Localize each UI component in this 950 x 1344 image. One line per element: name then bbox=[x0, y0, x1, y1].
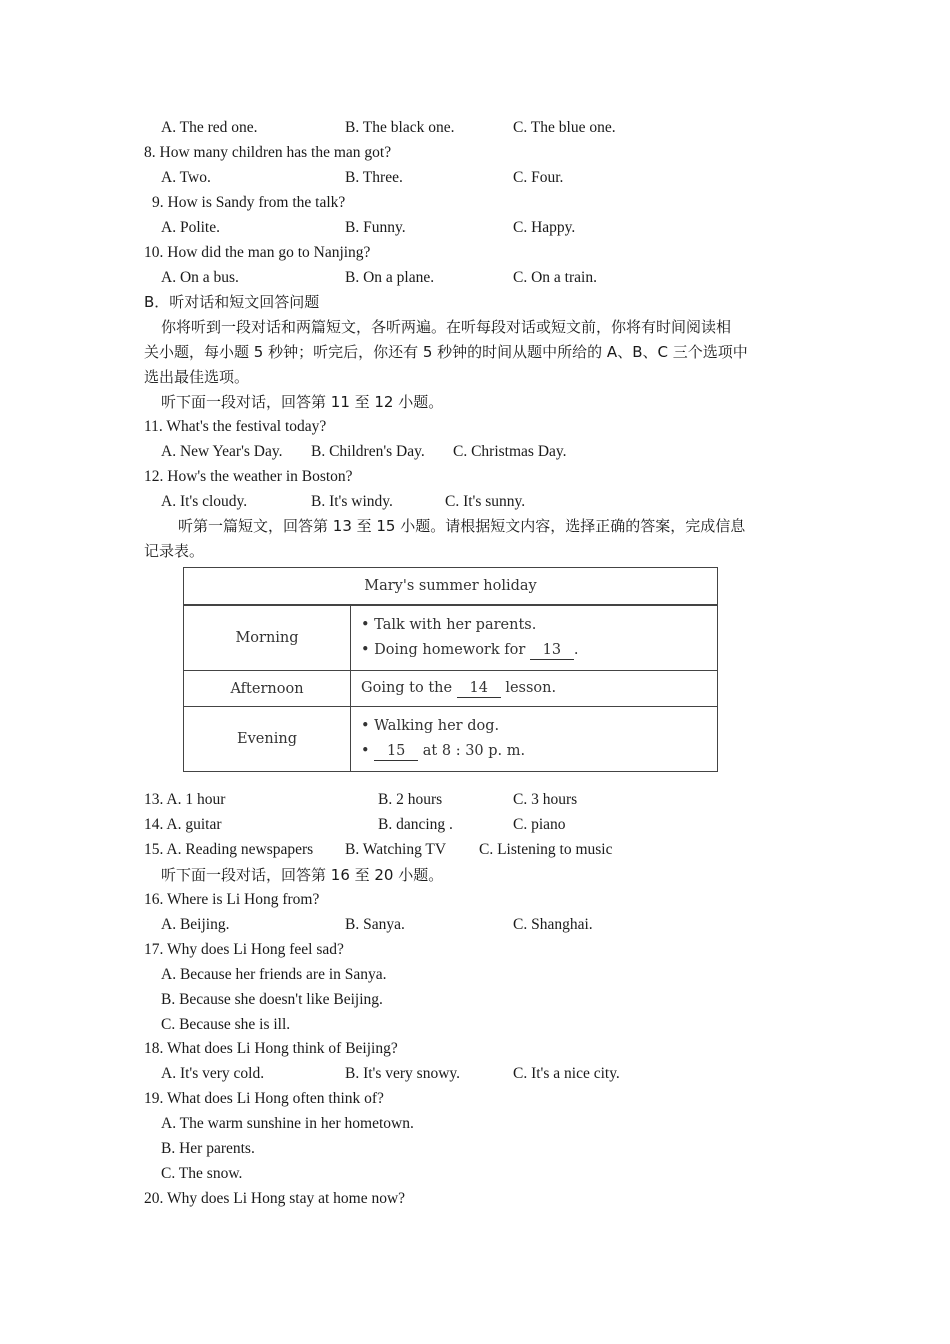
q11-question: 11. What's the festival today? bbox=[144, 418, 327, 435]
q14-option-b: B. dancing . bbox=[378, 816, 453, 833]
q9-question: 9. How is Sandy from the talk? bbox=[152, 194, 346, 211]
evening-item-2-text: at 8 : 30 p. m. bbox=[422, 743, 526, 759]
q7-option-b: B. The black one. bbox=[345, 119, 455, 136]
q11-option-c: C. Christmas Day. bbox=[453, 443, 567, 460]
q15-option-b: B. Watching TV bbox=[345, 841, 447, 858]
morning-cell bbox=[351, 605, 718, 671]
q12-question: 12. How's the weather in Boston? bbox=[144, 468, 353, 485]
section-b-instruction-line3: 选出最佳选项。 bbox=[144, 368, 250, 386]
info-record-table bbox=[183, 567, 718, 772]
q14-option-c: C. piano bbox=[513, 816, 566, 833]
passage1-intro-line2: 记录表。 bbox=[144, 542, 205, 560]
q13-option-b: B. 2 hours bbox=[378, 791, 443, 808]
q14-stem: 14. A. guitar bbox=[144, 816, 222, 833]
section-b-instruction-line1: 你将听到一段对话和两篇短文，各听两遍。在听每段对话或短文前，你将有时间阅读相 bbox=[161, 318, 732, 336]
afternoon-text-end: lesson. bbox=[505, 680, 557, 696]
morning-item-1: • Talk with her parents. bbox=[361, 617, 537, 633]
q17-question: 17. Why does Li Hong feel sad? bbox=[144, 941, 344, 958]
q10-option-b: B. On a plane. bbox=[345, 269, 435, 286]
q19-option-a: A. The warm sunshine in her hometown. bbox=[161, 1115, 414, 1132]
q10-option-c: C. On a train. bbox=[513, 269, 597, 286]
q8-option-a: A. Two. bbox=[161, 169, 211, 186]
q9-option-b: B. Funny. bbox=[345, 219, 406, 236]
q7-option-c: C. The blue one. bbox=[513, 119, 616, 136]
q12-option-a: A. It's cloudy. bbox=[161, 493, 248, 510]
table-title: Mary's summer holiday bbox=[184, 568, 718, 606]
q17-option-b: B. Because she doesn't like Beijing. bbox=[161, 991, 383, 1008]
afternoon-cell bbox=[351, 671, 718, 707]
morning-item-2 bbox=[361, 638, 707, 663]
morning-item-2-text: • Doing homework for bbox=[361, 642, 526, 658]
q16-option-a: A. Beijing. bbox=[161, 916, 230, 933]
q9-option-c: C. Happy. bbox=[513, 219, 576, 236]
q16-question: 16. Where is Li Hong from? bbox=[144, 891, 320, 908]
q8-question: 8. How many children has the man got? bbox=[144, 144, 392, 161]
q13-stem: 13. A. 1 hour bbox=[144, 791, 226, 808]
q19-option-c: C. The snow. bbox=[161, 1165, 243, 1182]
q8-option-c: C. Four. bbox=[513, 169, 564, 186]
evening-label: Evening bbox=[184, 707, 351, 772]
q13-option-c: C. 3 hours bbox=[513, 791, 578, 808]
section-b-instruction-line2: 关小题，每小题 5 秒钟；听完后，你还有 5 秒钟的时间从题中所给的 A、B、C 三个选项中 bbox=[144, 343, 748, 361]
q15-stem: 15. A. Reading newspapers bbox=[144, 841, 314, 858]
morning-item-2-end: . bbox=[573, 642, 579, 658]
evening-item-1: • Walking her dog. bbox=[361, 718, 500, 734]
q18-option-c: C. It's a nice city. bbox=[513, 1065, 620, 1082]
q10-question: 10. How did the man go to Nanjing? bbox=[144, 244, 371, 261]
afternoon-text: Going to the bbox=[361, 680, 453, 696]
q16-option-b: B. Sanya. bbox=[345, 916, 405, 933]
evening-item-2 bbox=[361, 739, 707, 764]
q7-option-a: A. The red one. bbox=[161, 119, 258, 136]
q19-option-b: B. Her parents. bbox=[161, 1140, 255, 1157]
blank-15: 15 bbox=[374, 742, 418, 761]
morning-label: Morning bbox=[184, 605, 351, 671]
dialog2-intro: 听下面一段对话，回答第 16 至 20 小题。 bbox=[161, 866, 444, 884]
q18-question: 18. What does Li Hong think of Beijing? bbox=[144, 1040, 398, 1057]
q18-option-a: A. It's very cold. bbox=[161, 1065, 265, 1082]
q17-option-a: A. Because her friends are in Sanya. bbox=[161, 966, 387, 983]
dialog1-intro: 听下面一段对话，回答第 11 至 12 小题。 bbox=[161, 393, 444, 411]
q20-question: 20. Why does Li Hong stay at home now? bbox=[144, 1190, 406, 1207]
q11-option-b: B. Children's Day. bbox=[311, 443, 425, 460]
q15-option-c: C. Listening to music bbox=[479, 841, 613, 858]
q10-option-a: A. On a bus. bbox=[161, 269, 239, 286]
passage1-intro-line1: 听第一篇短文，回答第 13 至 15 小题。请根据短文内容，选择正确的答案，完成信息 bbox=[178, 517, 746, 535]
q12-option-c: C. It's sunny. bbox=[445, 493, 526, 510]
q16-option-c: C. Shanghai. bbox=[513, 916, 593, 933]
q12-option-b: B. It's windy. bbox=[311, 493, 393, 510]
q11-option-a: A. New Year's Day. bbox=[161, 443, 283, 460]
q17-option-c: C. Because she is ill. bbox=[161, 1016, 291, 1033]
q9-option-a: A. Polite. bbox=[161, 219, 220, 236]
section-b-title: B．听对话和短文回答问题 bbox=[144, 293, 320, 311]
evening-bullet: • bbox=[361, 743, 370, 759]
evening-cell bbox=[351, 707, 718, 772]
q8-option-b: B. Three. bbox=[345, 169, 403, 186]
blank-13: 13 bbox=[530, 641, 574, 660]
blank-14: 14 bbox=[457, 679, 501, 698]
q19-question: 19. What does Li Hong often think of? bbox=[144, 1090, 384, 1107]
q18-option-b: B. It's very snowy. bbox=[345, 1065, 461, 1082]
afternoon-label: Afternoon bbox=[184, 671, 351, 707]
